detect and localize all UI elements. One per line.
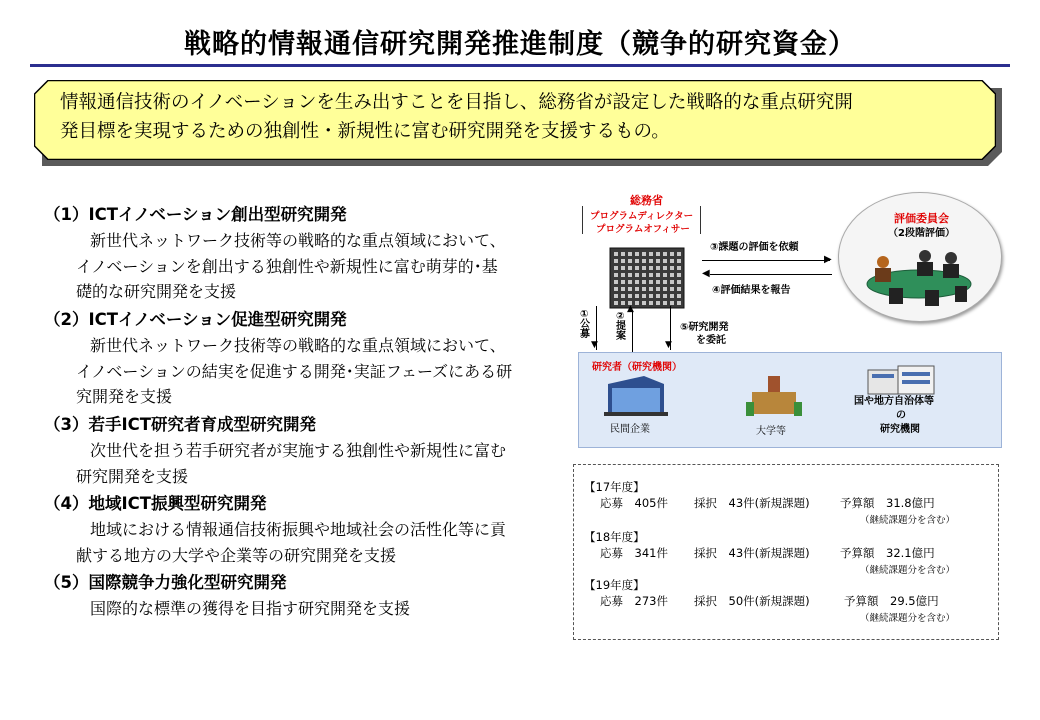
org-institute-label-3: 研究機関 <box>880 424 920 435</box>
program-title: （4）地域ICT振興型研究開発 <box>44 494 267 513</box>
program-description <box>44 596 574 622</box>
stats-box <box>573 464 999 640</box>
program-line: 研究開発を支援 <box>76 466 189 486</box>
arrow-call-head: ▼ <box>591 340 598 350</box>
officer-label: プログラムオフィサー <box>596 224 690 235</box>
step5-label-2: を委託 <box>696 335 726 346</box>
program-line: 新世代ネットワーク技術等の戦略的な重点領域において、 <box>90 231 506 250</box>
summary-line-1: 情報通信技術のイノベーションを生み出すことを目指し、総務省が設定した戦略的な重点研究開 <box>60 92 853 113</box>
program-description <box>44 228 574 305</box>
org-university-label: 大学等 <box>756 426 786 437</box>
program-title: （5）国際競争力強化型研究開発 <box>44 573 287 592</box>
program-line: 国際的な標準の獲得を目指す研究開発を支援 <box>90 599 411 618</box>
program-3 <box>44 412 574 489</box>
program-5 <box>44 570 574 622</box>
org-institute-label-1: 国や地方自治体等 <box>854 396 934 407</box>
program-line: イノベーションを創出する独創性や新規性に富む萌芽的･基 <box>76 256 498 276</box>
stats-budget: 予算額 32.1億円 <box>840 546 935 560</box>
stats-adopted: 採択 43件(新規課題) <box>694 546 810 560</box>
program-line: 究開発を支援 <box>76 387 173 406</box>
program-line: 献する地方の大学や企業等の研究開発を支援 <box>76 545 397 565</box>
stats-applications: 応募 341件 <box>600 546 668 560</box>
step2-label: ②提案 <box>616 311 626 342</box>
stats-note: （継続課題分を含む） <box>860 613 956 624</box>
program-line: 新世代ネットワーク技術等の戦略的な重点領域において、 <box>90 336 506 355</box>
program-4 <box>44 491 574 568</box>
committee-sub-label: （2段階評価） <box>888 228 955 239</box>
ministry-building-icon <box>608 246 686 310</box>
summary-box <box>34 80 996 160</box>
ministry-label: 総務省 <box>630 194 663 207</box>
program-description <box>44 517 574 568</box>
org-company-label: 民間企業 <box>610 424 650 435</box>
arrow-request-head: ▶ <box>824 254 832 265</box>
stats-year: 【18年度】 <box>584 530 645 544</box>
arrow-request <box>702 260 830 261</box>
company-building-icon <box>604 374 668 416</box>
arrow-proposal-head: ▲ <box>627 304 634 314</box>
researchers-label: 研究者（研究機関） <box>592 362 682 373</box>
stats-year: 【19年度】 <box>584 578 645 592</box>
stats-budget: 予算額 31.8億円 <box>840 496 935 510</box>
step1-label: ①公募 <box>580 309 590 340</box>
program-description <box>44 438 574 489</box>
title-rule <box>30 64 1010 67</box>
university-icon <box>746 374 802 418</box>
committee-label: 評価委員会 <box>894 212 949 225</box>
summary-line-2: 発目標を実現するための独創性・新規性に富む研究開発を支援するもの。 <box>60 121 670 142</box>
program-line: 地域における情報通信技術振興や地域社会の活性化等に貢 <box>90 520 507 539</box>
program-line: 礎的な研究開発を支援 <box>76 282 237 301</box>
program-title: （1）ICTイノベーション創出型研究開発 <box>44 205 347 224</box>
stats-applications: 応募 273件 <box>600 594 668 608</box>
flow-diagram <box>570 186 1010 448</box>
summary-text <box>60 88 980 146</box>
stats-year: 【17年度】 <box>584 480 645 494</box>
org-institute-label-2: の <box>896 410 906 421</box>
arrow-proposal <box>632 310 633 352</box>
program-2 <box>44 307 574 410</box>
step3-label: ③課題の評価を依頼 <box>710 242 799 253</box>
program-1 <box>44 202 574 305</box>
program-line: 次世代を担う若手研究者が実施する独創性や新規性に富む <box>90 441 507 460</box>
program-title: （2）ICTイノベーション促進型研究開発 <box>44 310 347 329</box>
page-title: 戦略的情報通信研究開発推進制度（競争的研究資金） <box>184 29 856 60</box>
director-label: プログラムディレクター <box>590 211 694 222</box>
step5-label-1: ⑤研究開発 <box>680 322 729 333</box>
stats-adopted: 採択 50件(新規課題) <box>694 594 810 608</box>
arrow-report <box>710 274 832 275</box>
step4-label: ④評価結果を報告 <box>712 285 791 296</box>
stats-note: （継続課題分を含む） <box>860 515 956 526</box>
stats-applications: 応募 405件 <box>600 496 668 510</box>
stats-budget: 予算額 29.5億円 <box>844 594 939 608</box>
arrow-report-head: ◀ <box>702 268 710 279</box>
program-line: イノベーションの結実を促進する開発･実証フェーズにある研 <box>76 361 513 381</box>
program-title: （3）若手ICT研究者育成型研究開発 <box>44 415 316 434</box>
stats-note: （継続課題分を含む） <box>860 565 956 576</box>
program-description <box>44 333 574 410</box>
arrow-commission-head: ▼ <box>665 340 672 350</box>
stats-adopted: 採択 43件(新規課題) <box>694 496 810 510</box>
meeting-icon <box>855 242 983 308</box>
